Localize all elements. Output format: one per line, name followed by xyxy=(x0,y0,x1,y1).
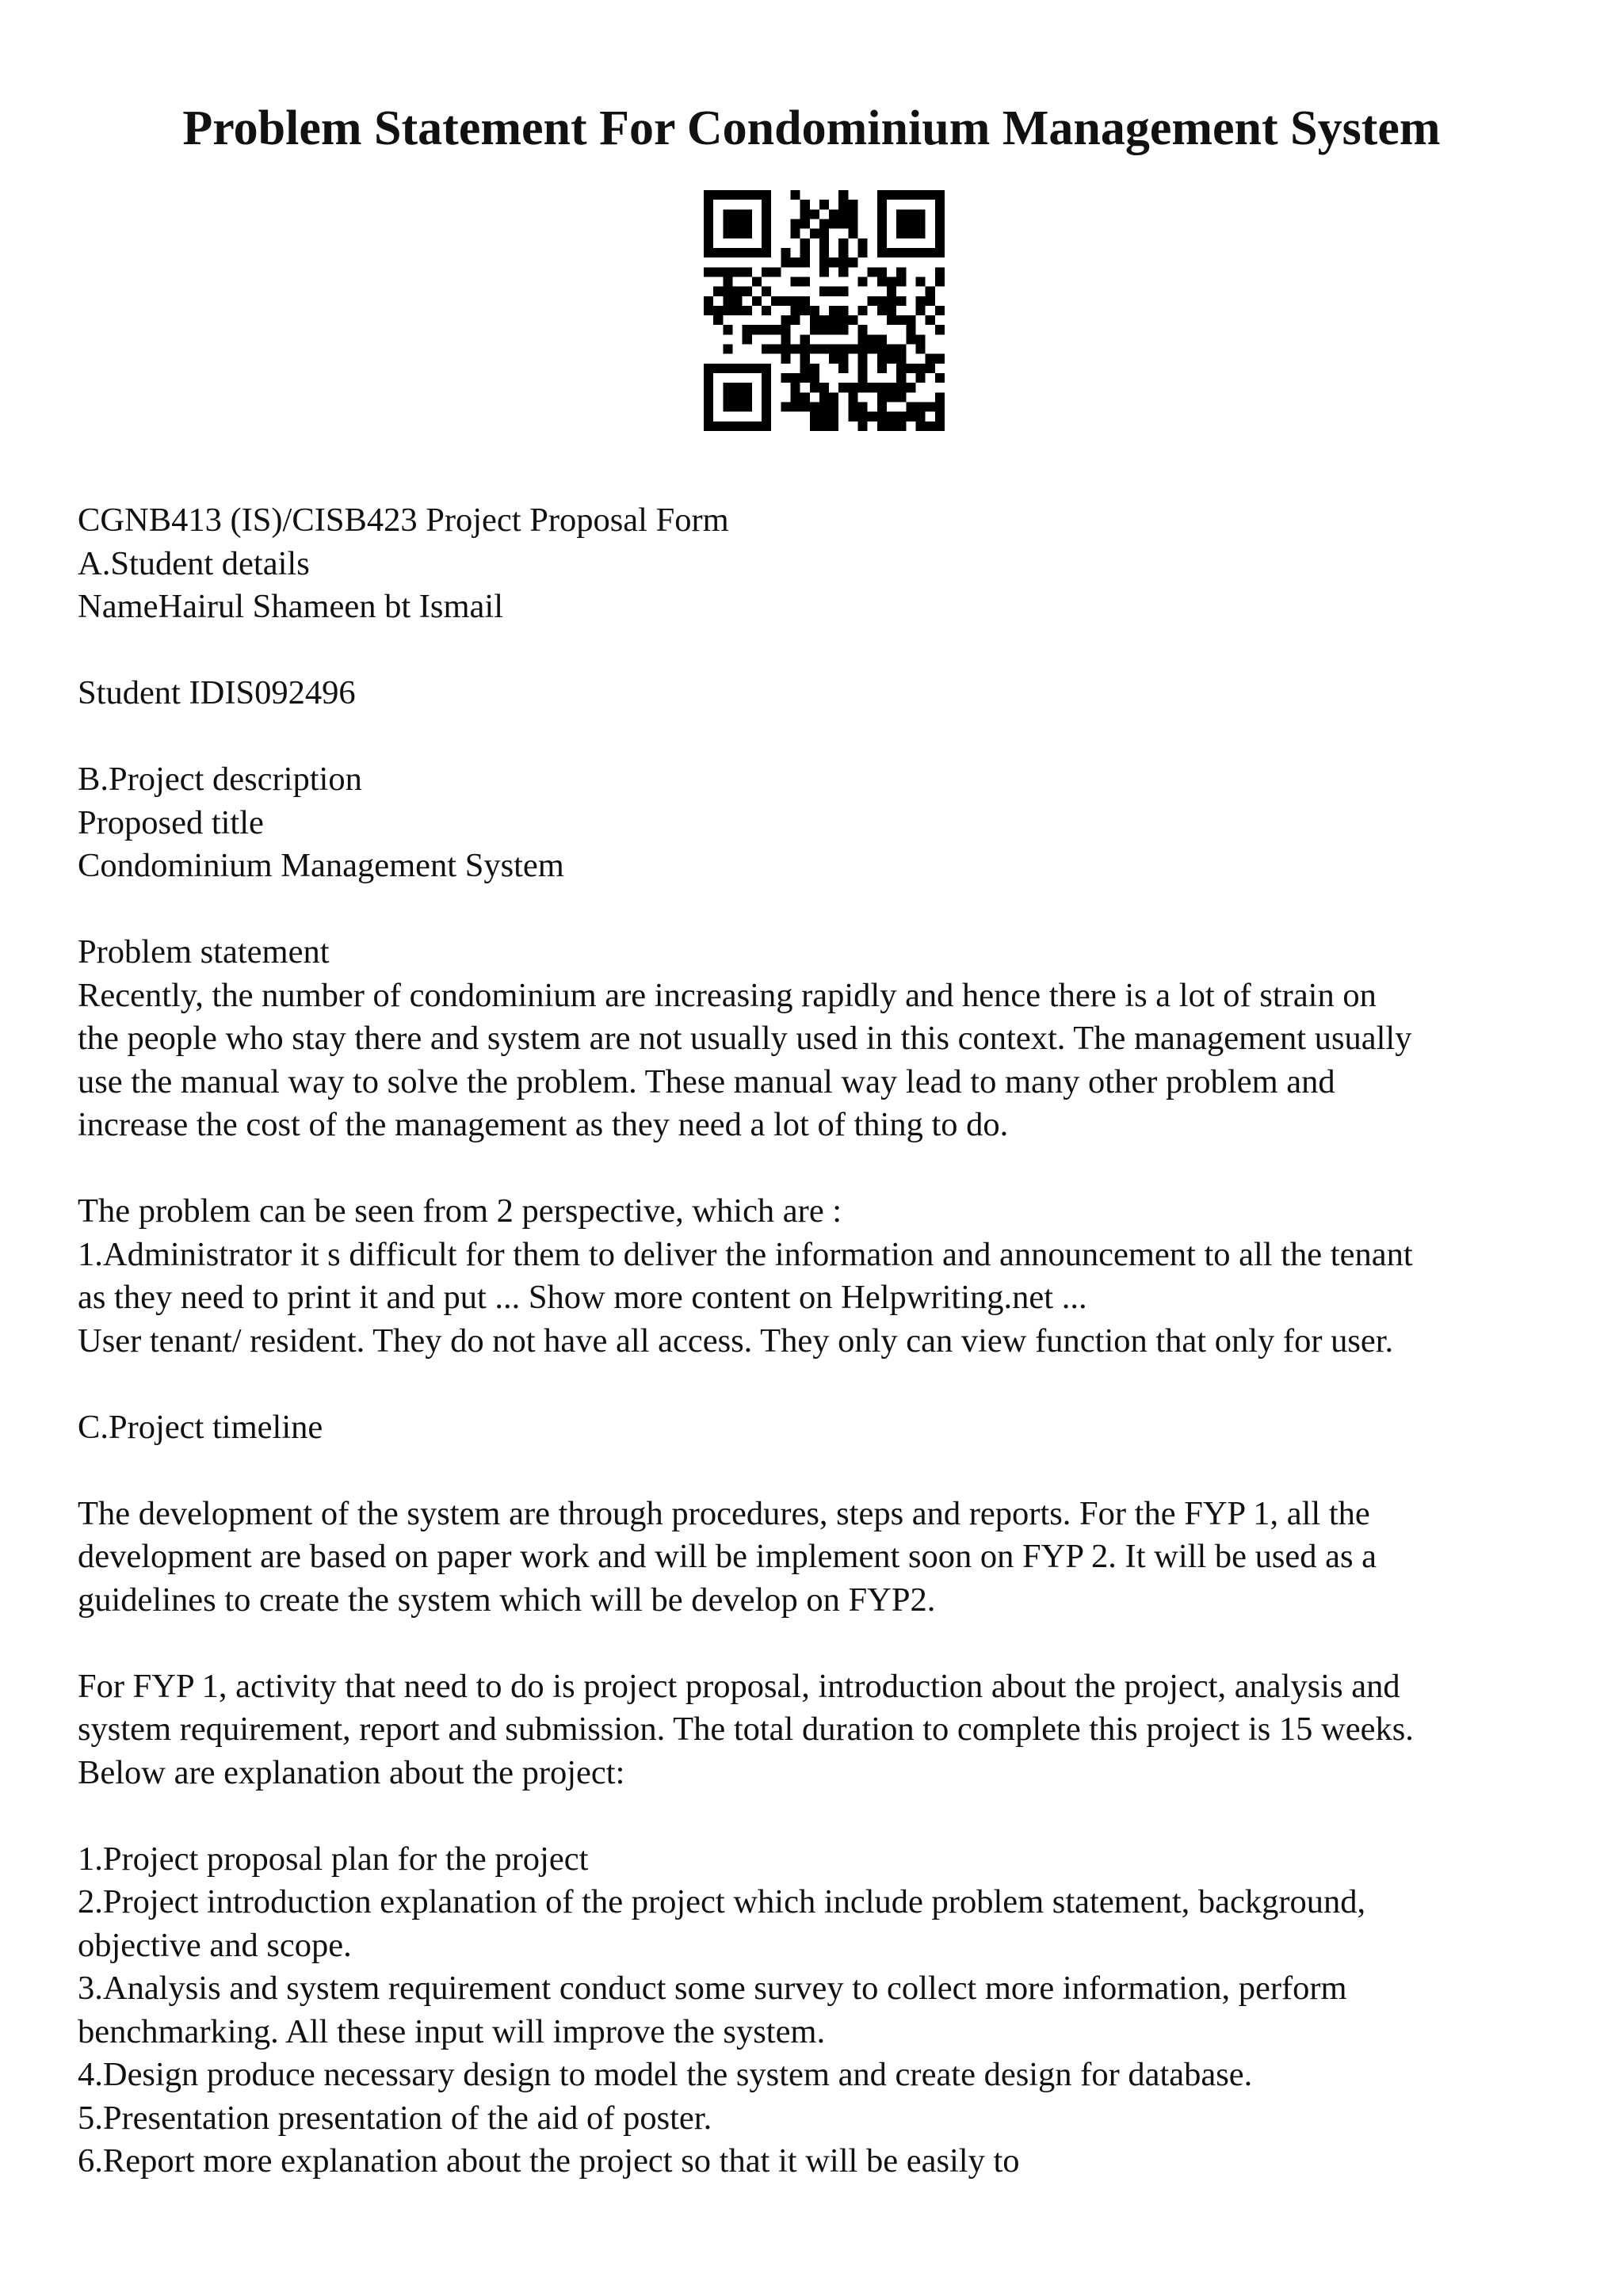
body-line: 6.Report more explanation about the project so that it will be easily to xyxy=(78,2142,1020,2180)
body-line: NameHairul Shameen bt Ismail xyxy=(78,588,503,625)
body-line: CGNB413 (IS)/CISB423 Project Proposal Form xyxy=(78,502,729,539)
body-line: Recently, the number of condominium are increasing rapidly and hence there is a lot of strain on xyxy=(78,976,1377,1014)
body-line: increase the cost of the management as they need a lot of thing to do. xyxy=(78,1106,1009,1143)
body-line: Problem statement xyxy=(78,933,330,971)
body-line: 1.Administrator it s difficult for them to deliver the information and announcement to all the tenant xyxy=(78,1235,1413,1273)
body-line: Proposed title xyxy=(78,803,264,841)
document-body xyxy=(78,499,1560,2183)
body-line: The development of the system are through procedures, steps and reports. For the FYP 1, all the xyxy=(78,1494,1370,1532)
blank-line xyxy=(78,1147,1560,1191)
blank-line xyxy=(78,715,1560,759)
body-line: as they need to print it and put ... Show more content on Helpwriting.net ... xyxy=(78,1279,1087,1316)
body-line: The problem can be seen from 2 perspective, which are : xyxy=(78,1192,842,1230)
body-line: User tenant/ resident. They do not have all access. They only can view function that only for user. xyxy=(78,1322,1394,1360)
blank-line xyxy=(78,629,1560,673)
blank-line xyxy=(78,1622,1560,1665)
body-line: Below are explanation about the project: xyxy=(78,1753,625,1791)
body-line: C.Project timeline xyxy=(78,1408,323,1446)
body-line: Condominium Management System xyxy=(78,847,564,884)
body-line: benchmarking. All these input will improve the system. xyxy=(78,2012,826,2050)
body-line: 5.Presentation presentation of the aid of poster. xyxy=(78,2099,712,2137)
body-line: the people who stay there and system are not usually used in this context. The management usually xyxy=(78,1020,1412,1057)
body-line: 3.Analysis and system requirement conduct some survey to collect more information, perform xyxy=(78,1970,1347,2007)
body-line: use the manual way to solve the problem. These manual way lead to many other problem and xyxy=(78,1062,1335,1100)
body-line: Student IDIS092496 xyxy=(78,674,356,711)
body-line: 1.Project proposal plan for the project xyxy=(78,1840,589,1878)
body-line: For FYP 1, activity that need to do is project proposal, introduction about the project, analysis and xyxy=(78,1667,1400,1705)
body-line: A.Student details xyxy=(78,544,310,582)
body-line: 2.Project introduction explanation of the project which include problem statement, background, xyxy=(78,1883,1366,1920)
document-title: Problem Statement For Condominium Management System xyxy=(182,101,1441,155)
body-line: guidelines to create the system which will be develop on FYP2. xyxy=(78,1581,936,1619)
body-line: development are based on paper work and will be implement soon on FYP 2. It will be used as a xyxy=(78,1538,1377,1575)
body-line: system requirement, report and submission. The total duration to complete this project is 15 weeks. xyxy=(78,1711,1414,1748)
body-line: objective and scope. xyxy=(78,1926,352,1964)
body-line: B.Project description xyxy=(78,761,362,798)
blank-line xyxy=(78,1449,1560,1493)
blank-line xyxy=(78,888,1560,932)
blank-line xyxy=(78,1363,1560,1406)
blank-line xyxy=(78,1794,1560,1838)
qr-code-icon xyxy=(704,190,945,431)
body-line: 4.Design produce necessary design to model the system and create design for database. xyxy=(78,2056,1253,2093)
